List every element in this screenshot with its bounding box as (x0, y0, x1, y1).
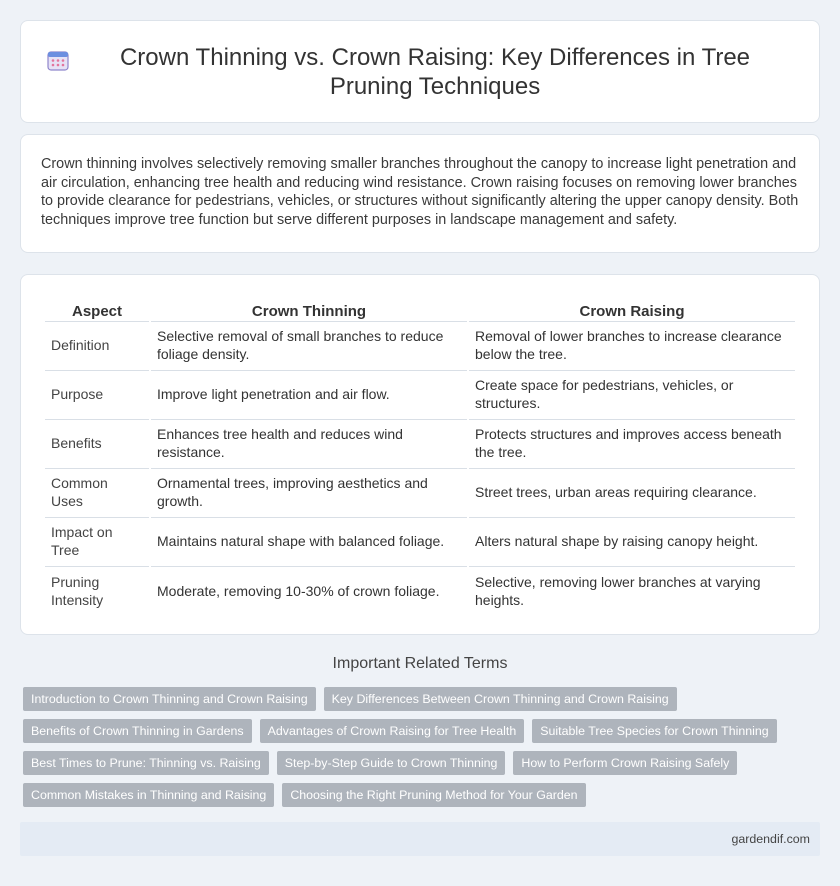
related-terms-title: Important Related Terms (332, 655, 508, 672)
row-raising: Create space for pedestrians, vehicles, or structures. (469, 371, 795, 420)
row-thinning: Enhances tree health and reduces wind resistance. (151, 420, 467, 469)
related-term-tag[interactable]: Benefits of Crown Thinning in Gardens (23, 719, 252, 743)
intro-paragraph: Crown thinning involves selectively removing smaller branches throughout the canopy to increase light penetration and air circulation, enhancing tree health and reducing wind resistance. Crown raising focuses on removing lower branches to provide clearance for pedestrians, vehicles, or structures without significantly altering the upper canopy density. Both techniques improve tree function but serve different purposes in landscape management and safety. (41, 156, 799, 228)
table-row (45, 322, 795, 371)
table-row (45, 469, 795, 518)
table-header-row (45, 295, 795, 322)
intro-card (20, 134, 820, 253)
row-thinning: Improve light penetration and air flow. (151, 371, 467, 420)
header-aspect: Aspect (45, 295, 149, 322)
related-term-tag[interactable]: Step-by-Step Guide to Crown Thinning (277, 751, 506, 775)
related-term-tag[interactable]: Introduction to Crown Thinning and Crown Raising (23, 687, 316, 711)
header-crown-raising: Crown Raising (469, 295, 795, 322)
related-terms-list (23, 687, 823, 815)
table-row (45, 567, 795, 616)
tag-row (23, 783, 823, 807)
comparison-table (43, 295, 797, 616)
row-raising: Street trees, urban areas requiring clearance. (469, 469, 795, 518)
row-aspect: Common Uses (45, 469, 149, 518)
related-term-tag[interactable]: Suitable Tree Species for Crown Thinning (532, 719, 776, 743)
row-aspect: Pruning Intensity (51, 573, 104, 608)
table-row (45, 518, 795, 567)
row-raising: Alters natural shape by raising canopy height. (469, 518, 795, 567)
related-term-tag[interactable]: Advantages of Crown Raising for Tree Health (260, 719, 525, 743)
footer-site-link[interactable]: gardendif.com (731, 832, 810, 846)
related-term-tag[interactable]: How to Perform Crown Raising Safely (513, 751, 737, 775)
row-thinning: Maintains natural shape with balanced foliage. (151, 518, 467, 567)
header-card (20, 20, 820, 123)
row-aspect: Definition (45, 322, 149, 371)
related-term-tag[interactable]: Key Differences Between Crown Thinning and Crown Raising (324, 687, 677, 711)
table-row (45, 420, 795, 469)
footer (20, 822, 820, 856)
table-row (45, 371, 795, 420)
row-thinning: Ornamental trees, improving aesthetics and growth. (151, 469, 467, 518)
tag-row (23, 719, 823, 743)
row-aspect: Benefits (45, 420, 149, 469)
page-title: Crown Thinning vs. Crown Raising: Key Differences in Tree Pruning Techniques (119, 43, 751, 100)
row-raising: Protects structures and improves access beneath the tree. (469, 420, 795, 469)
related-term-tag[interactable]: Common Mistakes in Thinning and Raising (23, 783, 274, 807)
comparison-card (20, 274, 820, 635)
row-raising: Removal of lower branches to increase clearance below the tree. (469, 322, 795, 371)
related-term-tag[interactable]: Best Times to Prune: Thinning vs. Raising (23, 751, 269, 775)
row-raising: Selective, removing lower branches at varying heights. (475, 573, 761, 608)
row-aspect: Impact on Tree (45, 518, 149, 567)
related-term-tag[interactable]: Choosing the Right Pruning Method for Your Garden (282, 783, 585, 807)
row-thinning: Selective removal of small branches to reduce foliage density. (151, 322, 467, 371)
row-aspect: Purpose (45, 371, 149, 420)
tag-row (23, 751, 823, 775)
tag-row (23, 687, 823, 711)
row-thinning: Moderate, removing 10-30% of crown foliage. (157, 582, 440, 599)
header-crown-thinning: Crown Thinning (151, 295, 467, 322)
